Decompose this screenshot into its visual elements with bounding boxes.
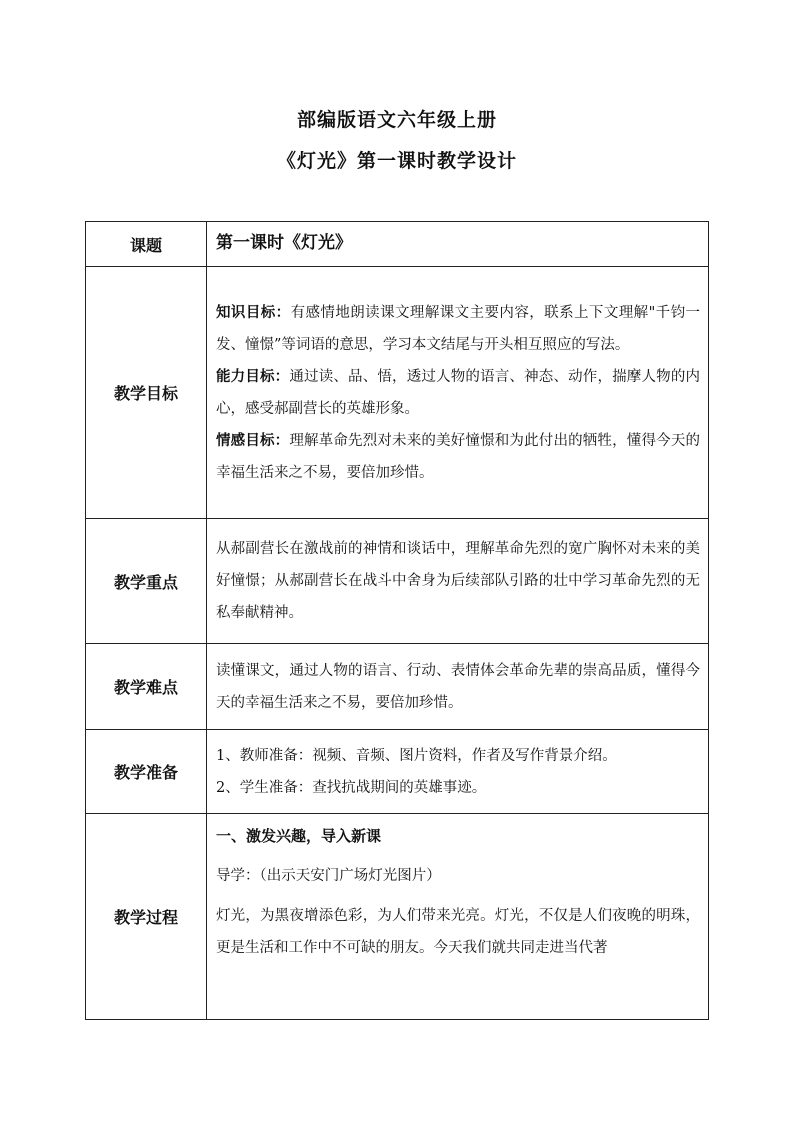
label-difficulties: 教学难点 bbox=[86, 644, 207, 730]
row-preparation bbox=[86, 730, 709, 814]
cell-preparation bbox=[207, 730, 709, 814]
row-key-points bbox=[86, 519, 709, 644]
label-preparation: 教学准备 bbox=[86, 730, 207, 814]
row-process bbox=[86, 814, 709, 1020]
lesson-plan-table bbox=[85, 221, 709, 1020]
document-title: 部编版语文六年级上册 bbox=[296, 109, 497, 131]
row-objectives bbox=[86, 267, 709, 519]
process-intro: 灯光，为黑夜增添色彩，为人们带来光亮。灯光，不仅是人们夜晚的明珠，更是生活和工作中不可缺的朋友。今天我们就共同走进当代著 bbox=[216, 908, 700, 956]
spacer bbox=[216, 852, 700, 860]
label-topic: 课题 bbox=[86, 222, 207, 267]
objective-knowledge bbox=[216, 297, 700, 361]
emotion-text: 理解革命先烈对未来的美好憧憬和为此付出的牺牲，懂得今天的幸福生活来之不易，要倍加珍惜。 bbox=[216, 432, 700, 481]
label-process: 教学过程 bbox=[86, 814, 207, 1020]
preparation-item-teacher: 1、教师准备：视频、音频、图片资料，作者及写作背景介绍。 bbox=[216, 747, 617, 764]
document-subtitle: 《灯光》第一课时教学设计 bbox=[276, 150, 517, 172]
cell-process bbox=[207, 814, 709, 1020]
process-section-heading: 一、激发兴趣，导入新课 bbox=[216, 827, 382, 845]
topic-value: 第一课时《灯光》 bbox=[216, 233, 352, 253]
row-difficulties bbox=[86, 644, 709, 730]
row-topic bbox=[86, 222, 709, 267]
objective-ability bbox=[216, 361, 700, 425]
knowledge-text: 有感情地朗读课文理解课文主要内容，联系上下文理解"千钧一发、憧憬”等词语的意思，学习本文结尾与开头相互照应的写法。 bbox=[216, 304, 701, 353]
difficulties-text: 读懂课文，通过人物的语言、行动、表情体会革命先辈的崇高品质，懂得今天的幸福生活来之不易，要倍加珍惜。 bbox=[216, 662, 700, 711]
key-points-text: 从郝副营长在激战前的神情和谈话中，理解革命先烈的宽广胸怀对未来的美好憧憬；从郝副营长在战斗中舍身为后续部队引路的壮中学习革命先烈的无私奉献精神。 bbox=[216, 541, 700, 621]
spacer bbox=[216, 892, 700, 900]
emotion-head: 情感目标： bbox=[216, 431, 290, 449]
cell-key-points bbox=[207, 519, 709, 644]
label-key-points: 教学重点 bbox=[86, 519, 207, 644]
ability-head: 能力目标： bbox=[216, 367, 290, 385]
cell-objectives bbox=[207, 267, 709, 519]
objective-emotion bbox=[216, 425, 700, 489]
preparation-item-student: 2、学生准备：查找抗战期间的英雄事迹。 bbox=[216, 779, 487, 796]
cell-topic bbox=[207, 222, 709, 267]
label-objectives: 教学目标 bbox=[86, 267, 207, 519]
ability-text: 通过读、品、悟，透过人物的语言、神态、动作，揣摩人物的内心，感受郝副营长的英雄形象。 bbox=[216, 368, 700, 417]
process-guide: 导学：（出示天安门广场灯光图片） bbox=[216, 868, 441, 884]
cell-difficulties bbox=[207, 644, 709, 730]
knowledge-head: 知识目标： bbox=[216, 303, 291, 321]
